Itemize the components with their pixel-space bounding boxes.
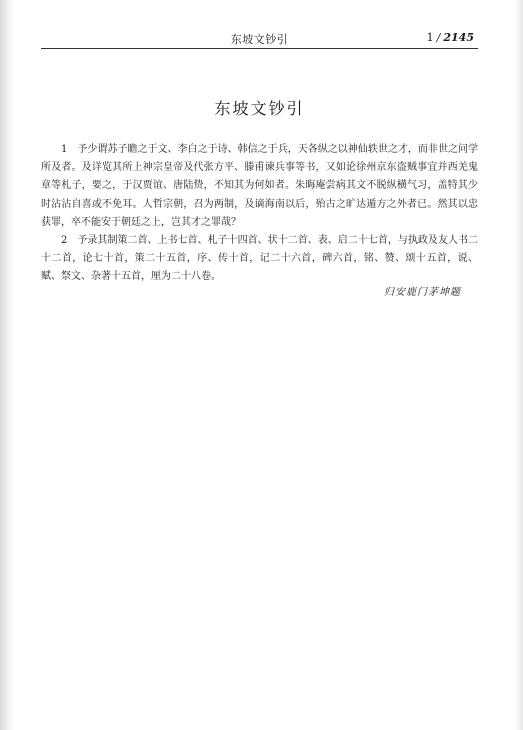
header-page-number (427, 31, 474, 44)
document-body (41, 141, 478, 287)
header-page-index: 1 (426, 31, 434, 44)
header-separator: / (436, 31, 441, 44)
document-title: 东坡文钞引 (214, 99, 305, 118)
page-edge-shadow-right (515, 0, 523, 730)
page-edge-shadow (0, 0, 14, 730)
header-page-total: 2145 (443, 31, 474, 44)
running-header (41, 30, 478, 49)
author-signature: 归安鹿门茅坤题 (384, 287, 461, 298)
header-title: 东坡文钞引 (230, 33, 289, 46)
paragraph-2: 2 予录其制策二首、上书七首、札子十四首、状十二首、表、启二十七首，与执政及友人书二十二首，论七十首，策二十五首，序、传十首，记二十六首，碑六首，铭、赞、颂十五首，说、赋、祭文、杂著十五首，厘为二十八卷。 (41, 235, 478, 283)
paragraph-1: 1 予少谓苏子瞻之于文、李白之于诗、韩信之于兵，天各纵之以神仙轶世之才，而非世之问学所及者。及详览其所上神宗皇帝及代张方平、滕甫谏兵事等书，又如论徐州京东盗贼事宜并西羌鬼章等札子，要之，于汉贾谊、唐陆贽，不知其为何如者。朱晦庵尝病其文不脱纵横气习，盖特其少时沾沾自喜或不免耳。人哲宗朝，召为两制，及谪海南以后，殆古之旷达遁方之外者已。然其以忠获罪，卒不能安于朝廷之上，岂其才之罪哉？ (41, 144, 478, 228)
